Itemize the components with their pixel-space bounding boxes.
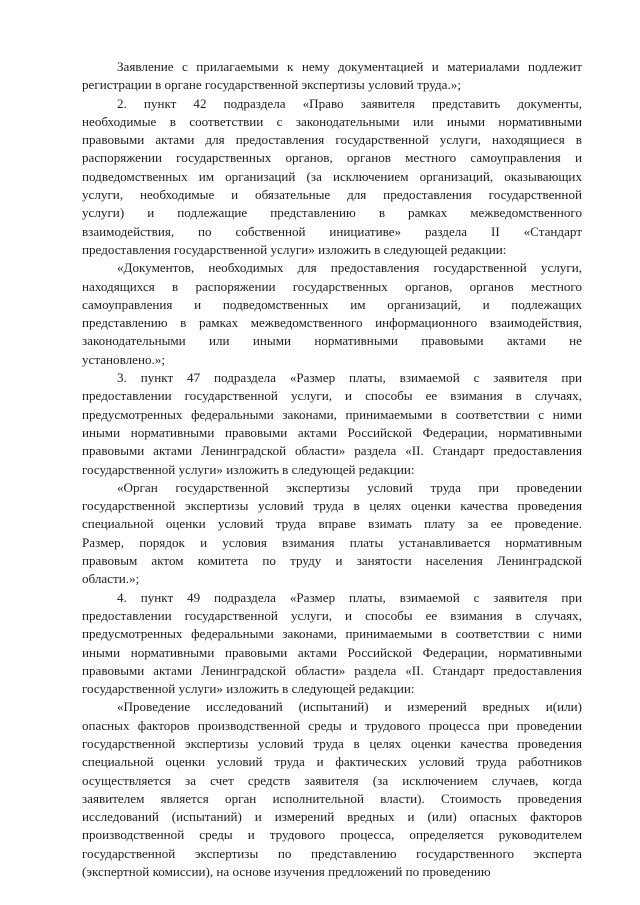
text-line: 4. пункт 49 подраздела «Размер платы, взимаемой с заявителя при — [117, 589, 582, 605]
text-line: специальной оценки условий труда вправе взимать плату за ее проведение. — [82, 516, 582, 532]
text-line: правовыми актами Ленинградской области» раздела «II. Стандарт предоставления — [82, 443, 582, 459]
text-line: государственной экспертизы условий труда в целях оценки качества проведения — [82, 498, 582, 514]
text-line: государственной услуги» изложить в следующей редакции: — [82, 461, 415, 477]
text-line: «Проведение исследований (испытаний) и измерений вредных и(или) — [117, 699, 582, 715]
text-line: 2. пункт 42 подраздела «Право заявителя представить документы, — [117, 95, 582, 111]
text-line: самоуправления и подведомственных им организаций, и подлежащих — [82, 296, 582, 312]
paragraph-p7 — [82, 698, 582, 881]
text-line: регистрации в органе государственной экспертизы условий труда.»; — [82, 77, 461, 93]
text-line: предоставлении государственной услуги, и способы ее взимания в случаях, — [82, 388, 582, 404]
text-line: услуги) и подлежащие представлению в рамках межведомственного — [82, 205, 582, 221]
text-line: производственной среды и трудового процесса, определяется руководителем — [82, 827, 582, 843]
text-line: государственной экспертизы условий труда в целях оценки качества проведения — [82, 735, 582, 751]
paragraph-p5 — [82, 479, 582, 589]
text-line: находящихся в распоряжении государственных органов, органов местного — [82, 278, 582, 294]
text-line: взаимодействия, по собственной инициативе» раздела II «Стандарт — [82, 223, 582, 239]
text-line: предусмотренных федеральными законами, принимаемыми в соответствии с ними — [82, 626, 582, 642]
text-line: предоставления государственной услуги» изложить в следующей редакции: — [82, 241, 507, 257]
paragraph-p2 — [82, 95, 582, 260]
text-line: Заявление с прилагаемыми к нему документацией и материалами подлежит — [117, 59, 582, 74]
text-line: «Орган государственной экспертизы условий труда при проведении — [117, 479, 582, 495]
text-line: подведомственных им организаций (за исключением организаций, оказывающих — [82, 168, 582, 184]
text-line: специальной оценки условий труда и фактических условий труда работников — [82, 754, 582, 770]
text-line: законодательными или иными нормативными правовыми актами не — [82, 333, 582, 349]
text-line: иными нормативными правовыми актами Российской Федерации, нормативными — [82, 644, 582, 660]
text-line: опасных факторов производственной среды и трудового процесса при проведении — [82, 717, 582, 733]
text-line: заявителем является орган исполнительной власти). Стоимость проведения — [82, 790, 582, 806]
text-line: государственной услуги» изложить в следующей редакции: — [82, 681, 415, 697]
text-line: необходимые в соответствии с законодательными или иными нормативными — [82, 113, 582, 129]
text-line: распоряжении государственных органов, органов местного самоуправления и — [82, 150, 582, 166]
text-line: иными нормативными правовыми актами Российской Федерации, нормативными — [82, 424, 582, 440]
text-line: 3. пункт 47 подраздела «Размер платы, взимаемой с заявителя при — [117, 370, 582, 386]
text-line: (экспертной комиссии), на основе изучения предложений по проведению — [82, 864, 491, 880]
text-line: установлено.»; — [82, 351, 165, 367]
text-line: правовыми актами для предоставления государственной услуги, находящиеся в — [82, 132, 582, 148]
paragraph-p3 — [82, 259, 582, 369]
paragraph-p4 — [82, 369, 582, 479]
text-line: осуществляется за счет средств заявителя (за исключением случаев, когда — [82, 772, 582, 788]
text-line: Размер, порядок и условия взимания платы устанавливается нормативным — [82, 534, 582, 550]
paragraph-p6 — [82, 589, 582, 699]
text-line: предусмотренных федеральными законами, принимаемыми в соответствии с ними — [82, 406, 582, 422]
text-line: государственной экспертизы по представлению государственного эксперта — [82, 845, 582, 861]
text-line: правовыми актами Ленинградской области» раздела «II. Стандарт предоставления — [82, 662, 582, 678]
text-line: «Документов, необходимых для предоставления государственной услуги, — [117, 260, 582, 276]
paragraph-p1 — [82, 58, 582, 95]
text-line: представлению в рамках межведомственного информационного взаимодействия, — [82, 315, 582, 331]
text-line: правовым актом комитета по труду и занятости населения Ленинградской — [82, 553, 582, 569]
text-line: предоставлении государственной услуги, и способы ее взимания в случаях, — [82, 607, 582, 623]
text-line: исследований (испытаний) и измерений вредных и (или) опасных факторов — [82, 809, 582, 825]
text-line: области.»; — [82, 571, 140, 587]
text-line: услуги, необходимые и обязательные для предоставления государственной — [82, 187, 582, 203]
document-page — [82, 58, 582, 881]
